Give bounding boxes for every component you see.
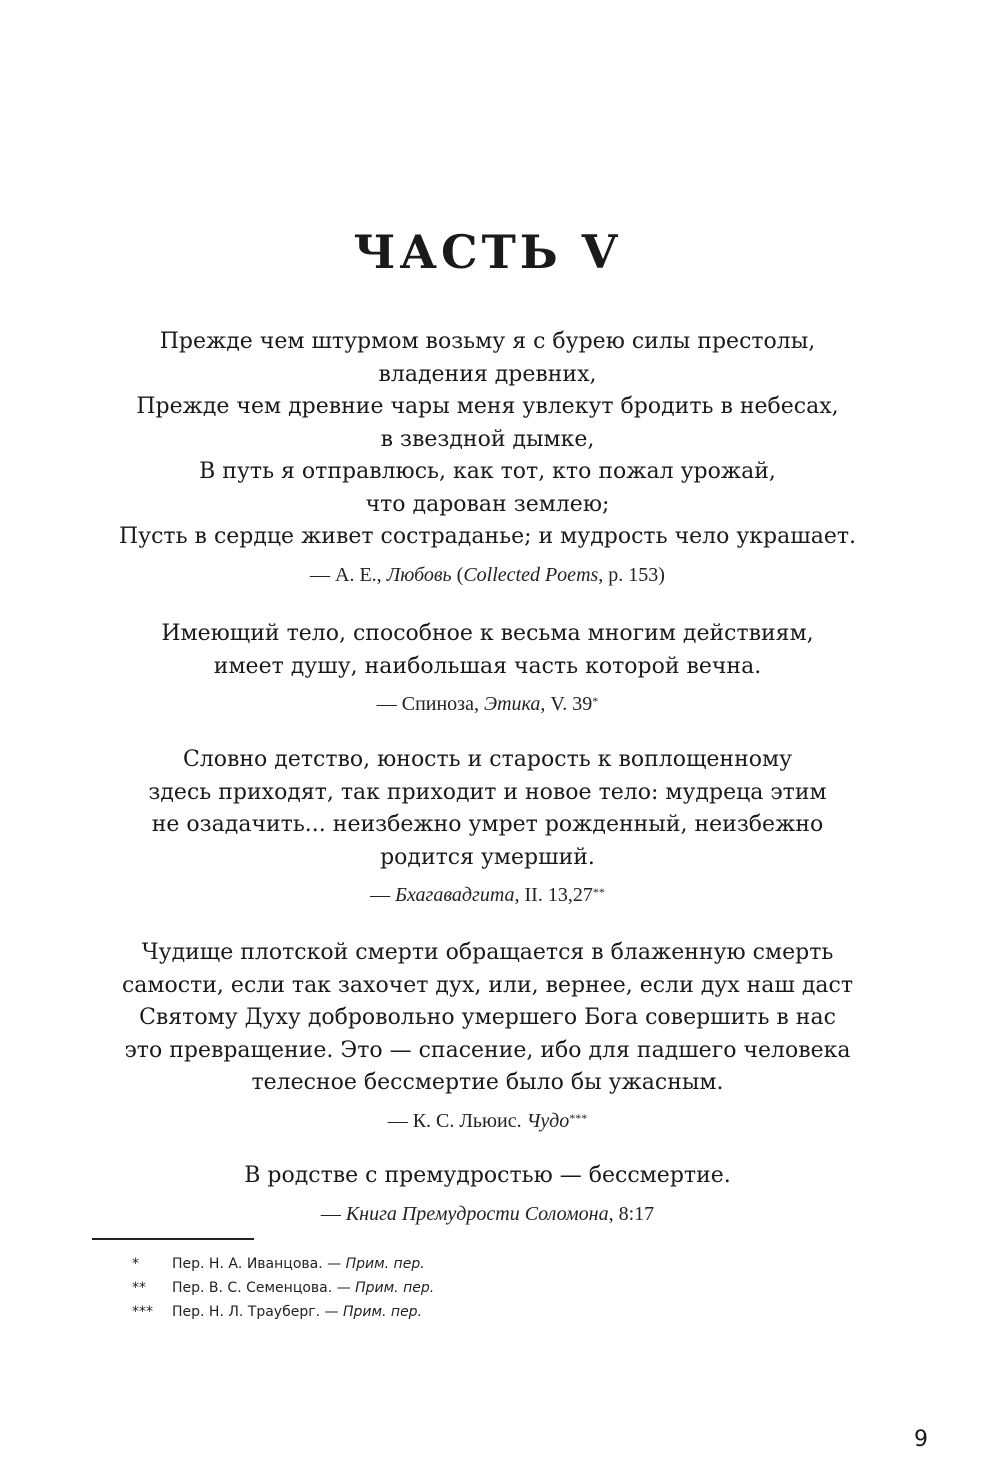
- verse-line: имеет душу, наибольшая часть которой вечна.: [213, 653, 762, 679]
- epigraph-lewis: [80, 937, 895, 1134]
- epigraph-wisdom-solomon: [80, 1160, 895, 1227]
- verse-line: здесь приходят, так приходит и новое тело: мудреца этим: [148, 779, 827, 805]
- verse-line: Прежде чем древние чары меня увлекут бродить в небесах,: [136, 394, 839, 419]
- verse-line: родится умерший.: [380, 844, 595, 870]
- footnote-mark: **: [132, 1280, 146, 1296]
- footnote-text: Пер. Н. А. Иванцова. — Прим. пер.: [172, 1256, 425, 1272]
- epigraph-attribution: — А. Е., Любовь (Collected Poems, p. 153): [310, 563, 665, 586]
- footnote-ref: ***: [569, 1110, 588, 1125]
- verse-line: телесное бессмертие было бы ужасным.: [251, 1070, 724, 1095]
- epigraph-attribution: — К. С. Льюис. Чудо***: [387, 1109, 588, 1132]
- verse-line: Чудище плотской смерти обращается в блаженную смерть: [141, 940, 834, 965]
- footnote: [92, 1300, 692, 1324]
- footnotes: [92, 1252, 692, 1324]
- part-title: ЧАСТЬ V: [353, 225, 622, 279]
- verse-line: это превращение. Это — спасение, ибо для падшего человека: [124, 1037, 851, 1063]
- verse-line: Пусть в сердце живет состраданье; и мудрость чело украшает.: [118, 524, 857, 549]
- verse-line: не озадачить... неизбежно умрет рожденный, неизбежно: [151, 812, 824, 837]
- epigraph-attribution: — Бхагавадгита, II. 13,27**: [370, 884, 605, 906]
- verse-line: Прежде чем штурмом возьму я с бурею силы престолы,: [159, 329, 816, 354]
- verse-line: что дарован землею;: [365, 491, 610, 517]
- footnote-text: Пер. Н. Л. Трауберг. — Прим. пер.: [172, 1304, 423, 1320]
- footnote-text: Пер. В. С. Семенцова. — Прим. пер.: [172, 1280, 435, 1296]
- verse-line: Имеющий тело, способное к весьма многим действиям,: [161, 621, 814, 646]
- footnote-mark: ***: [132, 1304, 153, 1320]
- epigraph-attribution: — Книга Премудрости Соломона, 8:17: [320, 1202, 655, 1225]
- footnote: [92, 1252, 692, 1276]
- verse-line: Святому Духу добровольно умершего Бога совершить в нас: [139, 1005, 836, 1030]
- footnote-mark: *: [132, 1256, 139, 1272]
- verse-line: самости, если так захочет дух, или, вернее, если дух наш даст: [121, 972, 854, 998]
- page-number: 9: [914, 1427, 928, 1452]
- verse-line: В родстве с премудростью — бессмертие.: [244, 1163, 731, 1188]
- verse-line: в звездной дымке,: [380, 426, 595, 452]
- epigraph-ae: [80, 326, 895, 588]
- footnote-ref: *: [592, 694, 599, 708]
- footnote-divider: [92, 1238, 254, 1240]
- epigraph-bhagavadgita: [80, 744, 895, 908]
- verse-line: В путь я отправлюсь, как тот, кто пожал урожай,: [199, 459, 776, 484]
- verse-line: Словно детство, юность и старость к воплощенному: [182, 747, 793, 772]
- epigraph-attribution: — Спиноза, Этика, V. 39*: [376, 693, 599, 715]
- epigraph-spinoza: [80, 618, 895, 717]
- verse-line: владения древних,: [378, 361, 597, 387]
- footnote: [92, 1276, 692, 1300]
- footnote-ref: **: [592, 885, 605, 899]
